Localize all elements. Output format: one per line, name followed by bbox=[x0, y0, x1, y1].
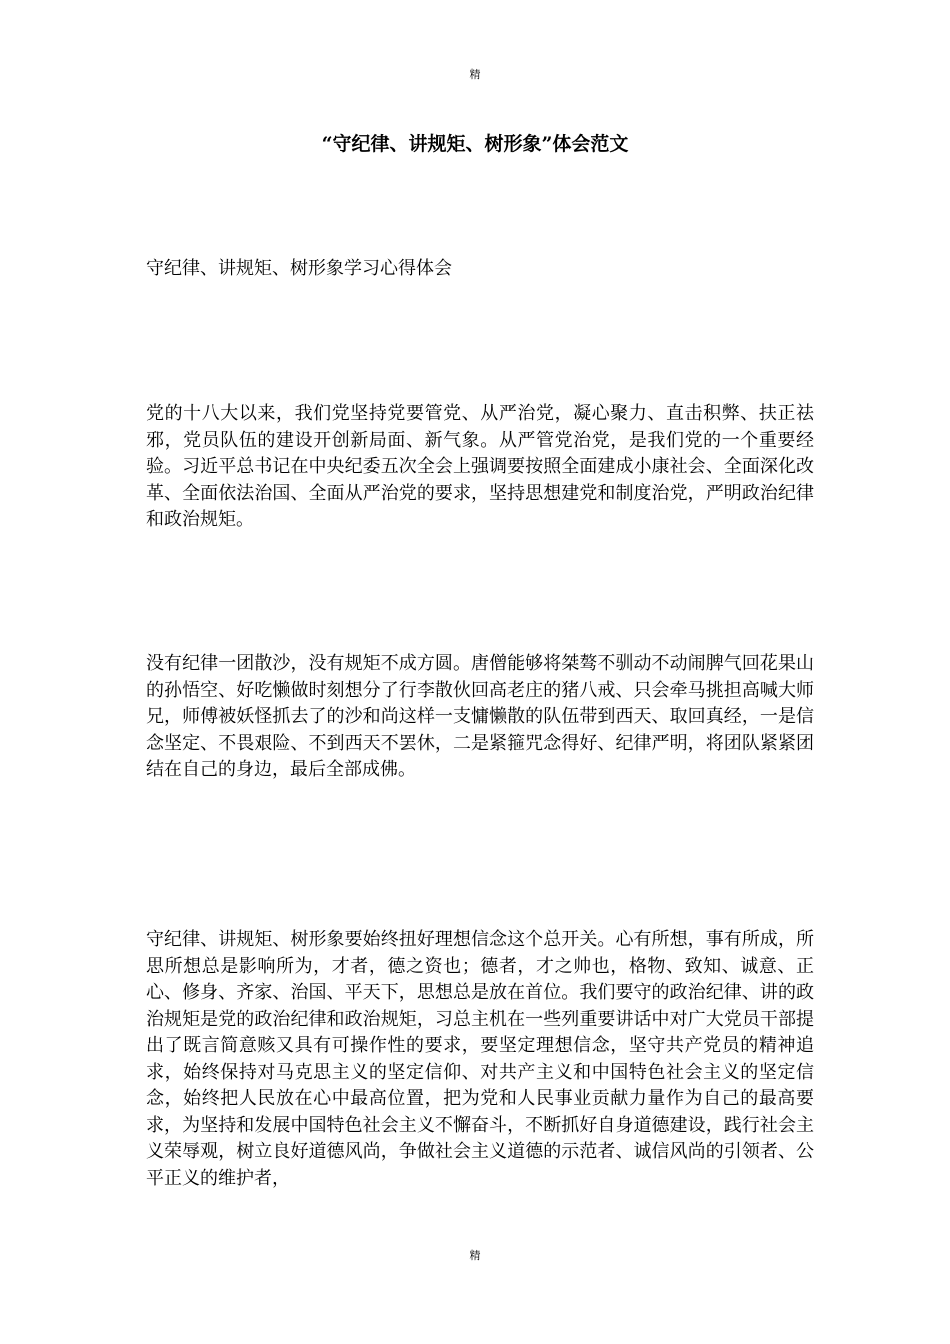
paragraph-1: 党的十八大以来，我们党坚持党要管党、从严治党，凝心聚力、直击积弊、扶正祛邪，党员队伍的建设开创新局面、新气象。从严管党治党，是我们党的一个重要经验。习近平总书记在中央纪委五次全会上强调要按照全面建成小康社会、全面深化改革、全面依法治国、全面从严治党的要求，坚持思想建党和制度治党，严明政治纪律和政治规矩。 bbox=[146, 403, 814, 530]
page-footer-marker: 精 bbox=[469, 1249, 481, 1262]
document-title: “守纪律、讲规矩、树形象”体会范文 bbox=[321, 133, 629, 155]
paragraph-2: 没有纪律一团散沙，没有规矩不成方圆。唐僧能够将桀骜不驯动不动闹脾气回花果山的孙悟空、好吃懒做时刻想分了行李散伙回高老庄的猪八戒、只会牵马挑担高喊大师兄，师傅被妖怪抓去了的沙和尚这样一支慵懒散的队伍带到西天、取回真经，一是信念坚定、不畏艰险、不到西天不罢休，二是紧箍咒念得好、纪律严明，将团队紧紧团结在自己的身边，最后全部成佛。 bbox=[146, 653, 814, 780]
paragraph-3: 守纪律、讲规矩、树形象要始终扭好理想信念这个总开关。心有所想，事有所成，所思所想总是影响所为，才者，德之资也；德者，才之帅也，格物、致知、诚意、正心、修身、齐家、治国、平天下，思想总是放在首位。我们要守的政治纪律、讲的政治规矩是党的政治纪律和政治规矩，习总主机在一些列重要讲话中对广大党员干部提出了既言简意赅又具有可操作性的要求，要坚定理想信念，坚守共产党员的精神追求，始终保持对马克思主义的坚定信仰、对共产主义和中国特色社会主义的坚定信念，始终把人民放在心中最高位置，把为党和人民事业贡献力量作为自己的最高要求，为坚持和发展中国特色社会主义不懈奋斗，不断抓好自身道德建设，践行社会主义荣辱观，树立良好道德风尚，争做社会主义道德的示范者、诚信风尚的引领者、公平正义的维护者， bbox=[146, 929, 814, 1189]
document-subtitle: 守纪律、讲规矩、树形象学习心得体会 bbox=[146, 258, 452, 279]
page-header-marker: 精 bbox=[469, 68, 481, 81]
